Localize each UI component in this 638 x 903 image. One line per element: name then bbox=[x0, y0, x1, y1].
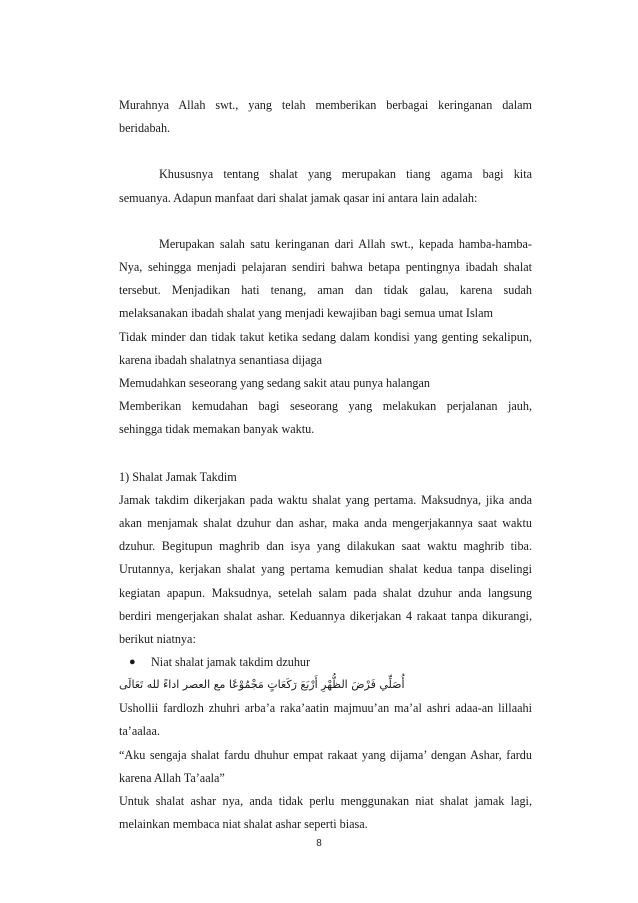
translation-text: karena Allah Ta’aala” bbox=[119, 770, 225, 785]
text-line: Merupakan salah satu keringanan dari Allah swt., kepada hamba-hamba- bbox=[159, 236, 532, 251]
text-line: beridabah. bbox=[119, 121, 171, 136]
paragraph-manfaat bbox=[119, 233, 532, 442]
bullet-text: Niat shalat jamak takdim dzuhur bbox=[151, 655, 311, 670]
text-line: dzuhur. Begitupun maghrib dan isya yang dilakukan saat waktu maghrib tiba. bbox=[119, 539, 532, 554]
text-line: Tidak minder dan tidak takut ketika sedang dalam kondisi yang genting sekalipun, bbox=[119, 329, 532, 344]
paragraph-khususnya bbox=[119, 163, 532, 209]
page-body bbox=[119, 94, 532, 836]
text-line: Jamak takdim dikerjakan pada waktu shalat yang pertama. Maksudnya, jika anda bbox=[119, 492, 532, 507]
latin-transliteration: ta’aalaa. bbox=[119, 724, 160, 739]
text-line: kegiatan apapun. Maksudnya, setelah salam pada shalat dzuhur anda langsung bbox=[119, 585, 532, 600]
text-line: Nya, sehingga menjadi pelajaran sendiri bahwa betapa pentingnya ibadah shalat bbox=[119, 260, 532, 275]
text-line: tersebut. Menjadikan hati tenang, aman dan tidak galau, karena sudah bbox=[119, 283, 532, 298]
note-text: melainkan membaca niat shalat ashar seperti biasa. bbox=[119, 817, 368, 832]
text-line: Memberikan kemudahan bagi seseorang yang melakukan perjalanan jauh, bbox=[119, 399, 532, 414]
arabic-niat: أُصَلِّي فَرْضَ الظُّهْرِ أَرْبَعَ رَكَعَاتٍ مَجْمُوْعًا مع العصر اداءً لله تَعَالَى bbox=[119, 678, 405, 692]
bullet-dot-icon: ● bbox=[129, 656, 136, 669]
latin-transliteration: Ushollii fardlozh zhuhri arba’a raka’aatin majmuu’an ma’al ashri adaa-an lillaahi bbox=[119, 701, 532, 716]
note-text: Untuk shalat ashar nya, anda tidak perlu menggunakan niat shalat jamak lagi, bbox=[119, 794, 532, 809]
text-line: berikut niatnya: bbox=[119, 632, 196, 647]
text-line: Murahnya Allah swt., yang telah memberikan berbagai keringanan dalam bbox=[119, 98, 532, 112]
bullet-item bbox=[119, 651, 532, 673]
text-line: sehingga tidak memakan banyak waktu. bbox=[119, 422, 315, 437]
text-line: akan menjamak shalat dzuhur dan ashar, maka anda mengerjakannya saat waktu bbox=[119, 516, 532, 531]
text-line: Urutannya, kerjakan shalat yang pertama kemudian shalat kedua tanpa diselingi bbox=[119, 562, 532, 577]
text-line: Khususnya tentang shalat yang merupakan tiang agama bagi kita bbox=[159, 167, 532, 182]
section-body bbox=[119, 489, 532, 651]
text-line: melaksanakan ibadah shalat yang menjadi kewajiban bagi semua umat Islam bbox=[119, 306, 493, 321]
paragraph-intro bbox=[119, 94, 532, 140]
section-heading: 1) Shalat Jamak Takdim bbox=[119, 469, 237, 484]
translation-text: “Aku sengaja shalat fardu dhuhur empat rakaat yang dijama’ dengan Ashar, fardu bbox=[119, 747, 532, 762]
page-number: 8 bbox=[316, 838, 322, 849]
text-line: semuanya. Adapun manfaat dari shalat jamak qasar ini antara lain adalah: bbox=[119, 190, 478, 205]
text-line: Memudahkan seseorang yang sedang sakit atau punya halangan bbox=[119, 376, 431, 391]
text-line: karena ibadah shalatnya senantiasa dijaga bbox=[119, 352, 323, 367]
text-line: berdiri mengerjakan shalat ashar. Keduannya dikerjakan 4 rakaat tanpa dikurangi, bbox=[119, 608, 532, 623]
